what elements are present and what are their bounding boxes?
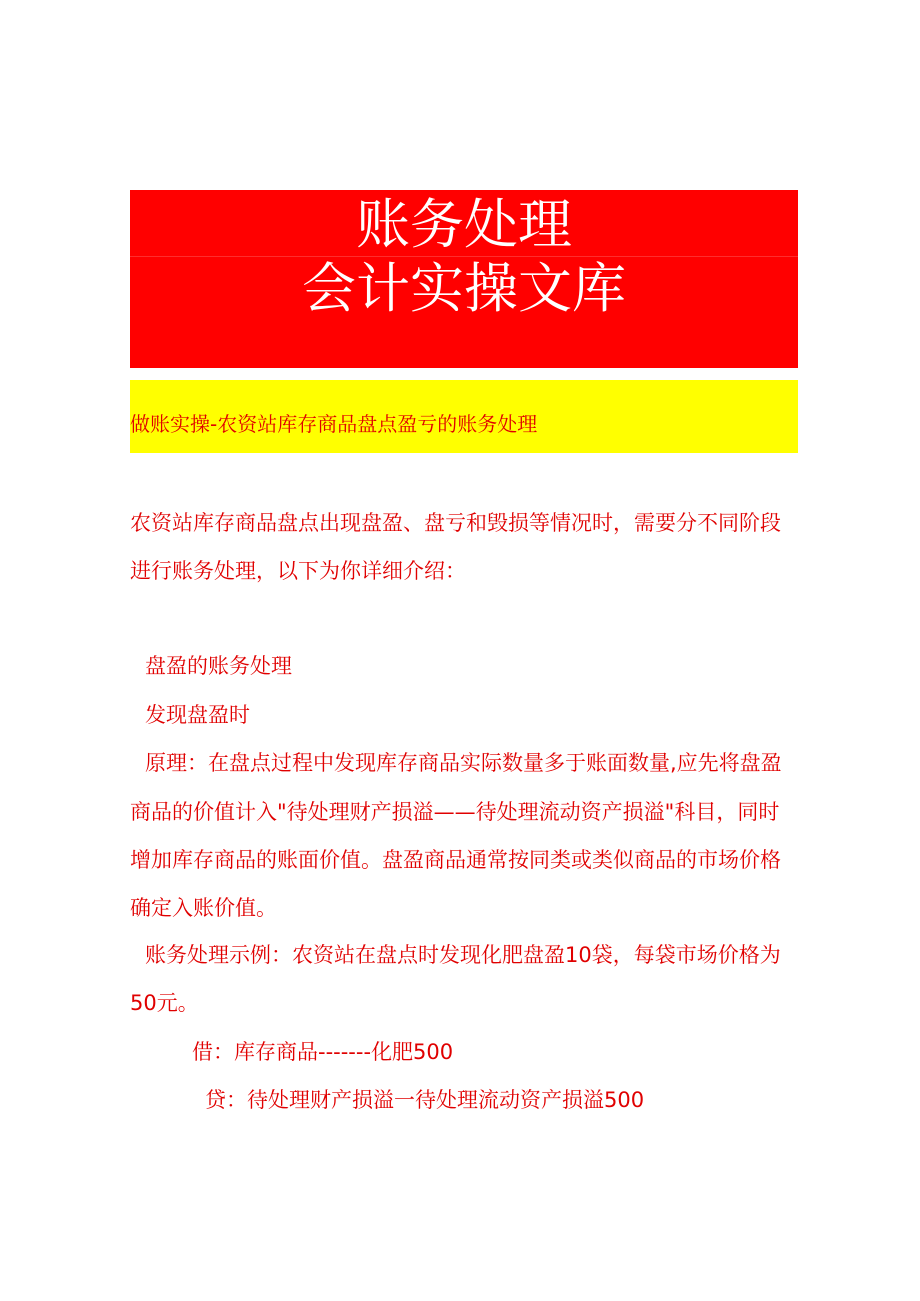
journal-entry-credit: 贷：待处理财产损溢一待处理流动资产损溢500 (205, 1088, 645, 1112)
subtitle-text: 做账实操-农资站库存商品盘点盈亏的账务处理 (130, 412, 538, 436)
subtitle-bar (130, 380, 798, 453)
banner-title-line-1: 账务处理 (356, 193, 572, 256)
example-line-1: 账务处理示例：农资站在盘点时发现化肥盘盈10袋，每袋市场价格为 (145, 943, 781, 967)
intro-line-2: 进行账务处理，以下为你详细介绍： (130, 559, 466, 583)
subsection-heading: 发现盘盈时 (145, 703, 250, 727)
principle-line-2: 商品的价值计入"待处理财产损溢——待处理流动资产损溢"科目，同时 (130, 800, 780, 824)
principle-line-3: 增加库存商品的账面价值。盘盈商品通常按同类或类似商品的市场价格 (130, 848, 781, 872)
journal-entry-debit: 借：库存商品-------化肥500 (192, 1040, 454, 1064)
banner-title-line-2: 会计实操文库 (302, 257, 626, 320)
principle-line-1: 原理：在盘点过程中发现库存商品实际数量多于账面数量,应先将盘盈 (145, 751, 782, 775)
title-banner (130, 190, 798, 368)
example-line-2: 50元。 (130, 991, 199, 1015)
intro-line-1: 农资站库存商品盘点出现盘盈、盘亏和毁损等情况时，需要分不同阶段 (130, 511, 781, 535)
section-heading: 盘盈的账务处理 (145, 654, 292, 678)
principle-line-4: 确定入账价值。 (130, 896, 277, 920)
